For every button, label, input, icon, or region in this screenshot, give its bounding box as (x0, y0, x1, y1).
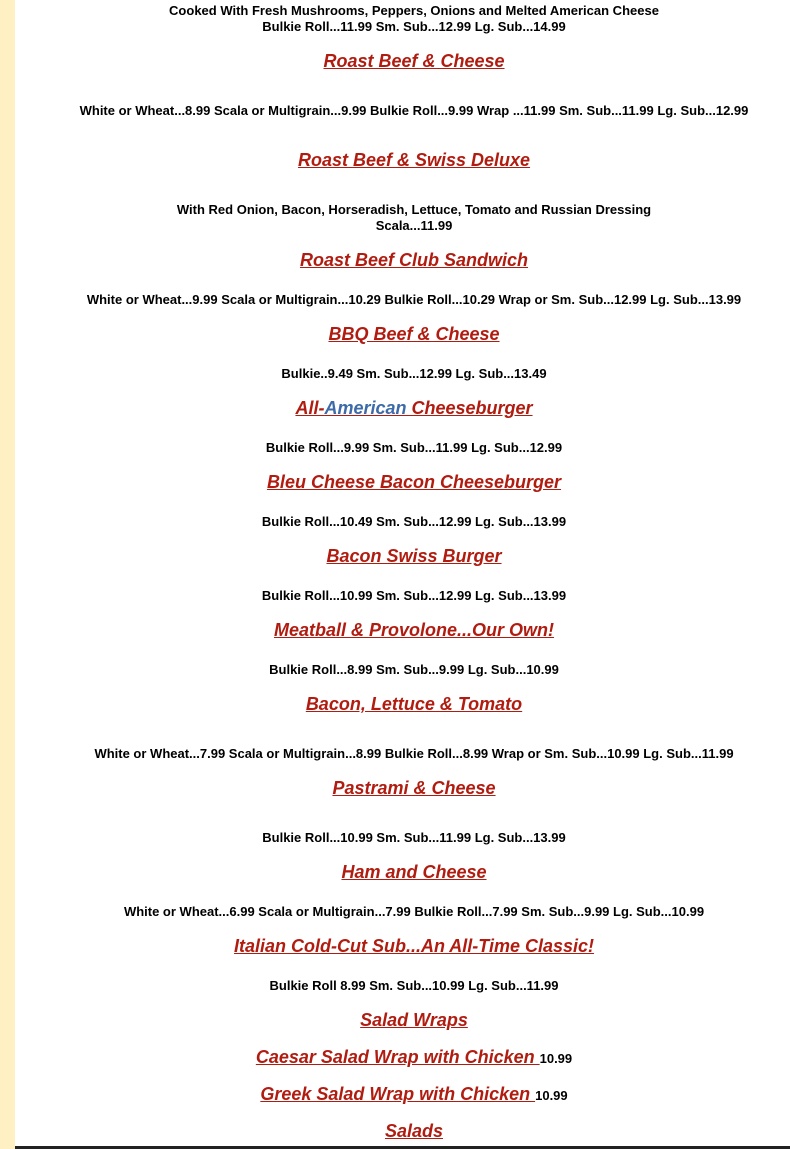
heading-part: All- (295, 398, 325, 418)
item-heading-pastrami-cheese: Pastrami & Cheese (332, 778, 496, 798)
heading-part: Cheeseburger (406, 398, 533, 418)
wrap-price-greek: 10.99 (535, 1088, 568, 1103)
item-heading-roast-beef-swiss-deluxe: Roast Beef & Swiss Deluxe (297, 150, 531, 170)
item-prices-roast-beef-cheese: White or Wheat...8.99 Scala or Multigrain...9.99 Bulkie Roll...9.99 Wrap ...11.99 Sm. Sub...11.99 Lg. Sub...12.99 (79, 103, 749, 118)
item-prices-bbq-beef-cheese: Bulkie..9.49 Sm. Sub...12.99 Lg. Sub...13.49 (281, 366, 547, 381)
wrap-name-greek: Greek Salad Wrap with Chicken (260, 1084, 536, 1104)
item-prices-roast-beef-swiss-deluxe: Scala...11.99 (375, 218, 453, 233)
section-heading-salads: Salads (384, 1121, 444, 1141)
item-prices-pastrami-cheese: Bulkie Roll...10.99 Sm. Sub...11.99 Lg. Sub...13.99 (262, 830, 566, 845)
intro-description: Cooked With Fresh Mushrooms, Peppers, Onions and Melted American Cheese (169, 3, 659, 18)
item-prices-blt: White or Wheat...7.99 Scala or Multigrain...8.99 Bulkie Roll...8.99 Wrap or Sm. Sub...10.99 Lg. Sub...11.99 (94, 746, 734, 761)
wrap-name-caesar: Caesar Salad Wrap with Chicken (255, 1047, 540, 1067)
item-heading-roast-beef-club: Roast Beef Club Sandwich (299, 250, 529, 270)
intro-prices: Bulkie Roll...11.99 Sm. Sub...12.99 Lg. Sub...14.99 (262, 19, 566, 34)
item-heading-italian-cold-cut: Italian Cold-Cut Sub...An All-Time Classic! (233, 936, 595, 956)
item-heading-ham-cheese: Ham and Cheese (341, 862, 487, 882)
item-heading-meatball-provolone: Meatball & Provolone...Our Own! (273, 620, 555, 640)
item-heading-bleu-cheese-bacon-cheeseburger: Bleu Cheese Bacon Cheeseburger (266, 472, 562, 492)
item-prices-italian-cold-cut: Bulkie Roll 8.99 Sm. Sub...10.99 Lg. Sub...11.99 (269, 978, 559, 993)
item-heading-bbq-beef-cheese: BBQ Beef & Cheese (328, 324, 500, 344)
item-heading-bacon-swiss-burger: Bacon Swiss Burger (326, 546, 502, 566)
item-desc-roast-beef-swiss-deluxe: With Red Onion, Bacon, Horseradish, Lettuce, Tomato and Russian Dressing (176, 202, 652, 217)
item-prices-meatball-provolone: Bulkie Roll...8.99 Sm. Sub...9.99 Lg. Sub...10.99 (269, 662, 559, 677)
item-prices-roast-beef-club: White or Wheat...9.99 Scala or Multigrain...10.29 Bulkie Roll...10.29 Wrap or Sm. Sub...12.99 Lg. Sub...13.99 (86, 292, 742, 307)
item-prices-ham-cheese: White or Wheat...6.99 Scala or Multigrain...7.99 Bulkie Roll...7.99 Sm. Sub...9.99 Lg. Sub...10.99 (123, 904, 705, 919)
section-heading-salad-wraps: Salad Wraps (360, 1010, 468, 1030)
heading-part-american: American (324, 398, 407, 418)
wrap-price-caesar: 10.99 (539, 1051, 573, 1066)
item-heading-all-american-cheeseburger (15, 397, 790, 419)
wrap-item-greek (15, 1083, 790, 1107)
wrap-item-caesar (15, 1046, 790, 1070)
item-heading-roast-beef-cheese: Roast Beef & Cheese (323, 51, 505, 71)
side-decor-strip (0, 0, 15, 1149)
item-prices-bacon-swiss-burger: Bulkie Roll...10.99 Sm. Sub...12.99 Lg. Sub...13.99 (261, 588, 567, 603)
item-heading-blt: Bacon, Lettuce & Tomato (305, 694, 523, 714)
item-prices-all-american-cheeseburger: Bulkie Roll...9.99 Sm. Sub...11.99 Lg. Sub...12.99 (265, 440, 563, 455)
item-prices-bleu-cheese-bacon-cheeseburger: Bulkie Roll...10.49 Sm. Sub...12.99 Lg. Sub...13.99 (261, 514, 567, 529)
